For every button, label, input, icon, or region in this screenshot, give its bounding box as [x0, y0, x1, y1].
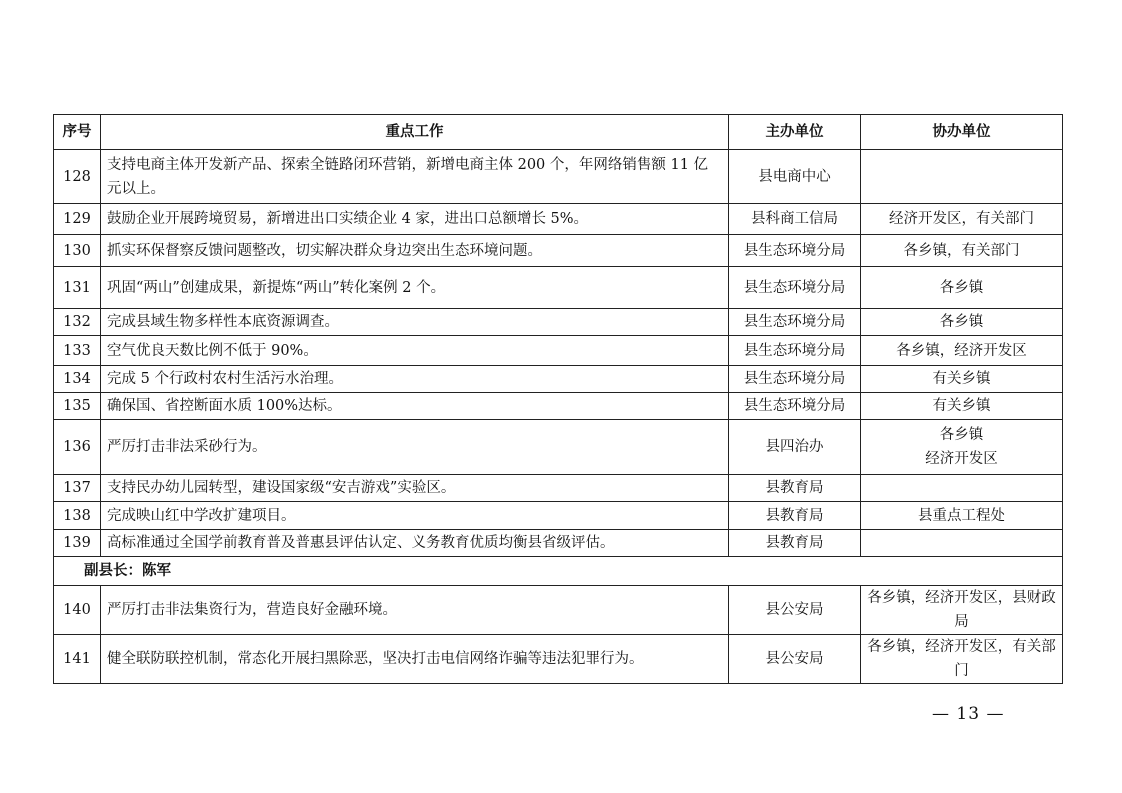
row-lead: 县生态环境分局 [729, 309, 861, 336]
row-task: 支持民办幼儿园转型，建设国家级“安吉游戏”实验区。 [101, 475, 729, 502]
row-assist: 各乡镇，经济开发区 [861, 336, 1063, 366]
table-row [54, 366, 1063, 393]
row-assist: 各乡镇 [861, 309, 1063, 336]
table-row [54, 309, 1063, 336]
table-row [54, 267, 1063, 309]
row-task: 支持电商主体开发新产品、探索全链路闭环营销，新增电商主体 200 个，年网络销售额 11 亿元以上。 [101, 150, 729, 204]
row-no: 135 [54, 393, 101, 420]
row-no: 141 [54, 635, 101, 684]
work-table [53, 114, 1063, 684]
row-no: 131 [54, 267, 101, 309]
row-task: 严厉打击非法集资行为，营造良好金融环境。 [101, 586, 729, 635]
page-number: — 13 — [932, 704, 1005, 724]
row-task: 鼓励企业开展跨境贸易，新增进出口实绩企业 4 家，进出口总额增长 5%。 [101, 204, 729, 235]
row-task: 确保国、省控断面水质 100%达标。 [101, 393, 729, 420]
row-lead: 县生态环境分局 [729, 235, 861, 267]
row-no: 140 [54, 586, 101, 635]
row-lead: 县生态环境分局 [729, 336, 861, 366]
row-assist [861, 420, 1063, 475]
row-task: 高标准通过全国学前教育普及普惠县评估认定、义务教育优质均衡县省级评估。 [101, 530, 729, 557]
row-lead: 县生态环境分局 [729, 366, 861, 393]
table-row [54, 502, 1063, 530]
row-task: 健全联防联控机制，常态化开展扫黑除恶，坚决打击电信网络诈骗等违法犯罪行为。 [101, 635, 729, 684]
table-row [54, 235, 1063, 267]
row-assist [861, 530, 1063, 557]
row-no: 130 [54, 235, 101, 267]
row-assist: 各乡镇，经济开发区，县财政局 [861, 586, 1063, 635]
table-row [54, 204, 1063, 235]
row-assist: 有关乡镇 [861, 366, 1063, 393]
section-title: 副县长：陈军 [54, 557, 1063, 586]
row-no: 134 [54, 366, 101, 393]
row-assist: 各乡镇，有关部门 [861, 235, 1063, 267]
row-assist: 有关乡镇 [861, 393, 1063, 420]
row-assist: 县重点工程处 [861, 502, 1063, 530]
table-row [54, 530, 1063, 557]
table-row [54, 150, 1063, 204]
row-lead: 县四治办 [729, 420, 861, 475]
table-row [54, 635, 1063, 684]
row-no: 137 [54, 475, 101, 502]
table-row [54, 393, 1063, 420]
row-assist: 经济开发区，有关部门 [861, 204, 1063, 235]
table-row [54, 586, 1063, 635]
row-task: 空气优良天数比例不低于 90%。 [101, 336, 729, 366]
header-task: 重点工作 [101, 115, 729, 150]
section-row [54, 557, 1063, 586]
row-lead: 县教育局 [729, 530, 861, 557]
row-lead: 县公安局 [729, 586, 861, 635]
row-lead: 县科商工信局 [729, 204, 861, 235]
row-no: 136 [54, 420, 101, 475]
row-lead: 县公安局 [729, 635, 861, 684]
row-no: 138 [54, 502, 101, 530]
row-lead: 县电商中心 [729, 150, 861, 204]
row-assist-line-1: 各乡镇 [939, 427, 984, 443]
row-task: 完成县域生物多样性本底资源调查。 [101, 309, 729, 336]
row-no: 139 [54, 530, 101, 557]
row-assist [861, 475, 1063, 502]
row-assist: 各乡镇，经济开发区，有关部门 [861, 635, 1063, 684]
row-assist [861, 150, 1063, 204]
row-task: 抓实环保督察反馈问题整改，切实解决群众身边突出生态环境问题。 [101, 235, 729, 267]
header-assist: 协办单位 [861, 115, 1063, 150]
row-assist: 各乡镇 [861, 267, 1063, 309]
row-task: 完成映山红中学改扩建项目。 [101, 502, 729, 530]
table-row [54, 336, 1063, 366]
row-no: 132 [54, 309, 101, 336]
table-row [54, 420, 1063, 475]
row-no: 128 [54, 150, 101, 204]
row-task: 巩固“两山”创建成果，新提炼“两山”转化案例 2 个。 [101, 267, 729, 309]
row-no: 129 [54, 204, 101, 235]
row-lead: 县生态环境分局 [729, 267, 861, 309]
row-lead: 县教育局 [729, 475, 861, 502]
table-row [54, 475, 1063, 502]
row-task: 严厉打击非法采砂行为。 [101, 420, 729, 475]
row-assist-line-2: 经济开发区 [925, 451, 998, 467]
row-lead: 县教育局 [729, 502, 861, 530]
header-lead: 主办单位 [729, 115, 861, 150]
table-header-row [54, 115, 1063, 150]
header-no: 序号 [54, 115, 101, 150]
row-task: 完成 5 个行政村农村生活污水治理。 [101, 366, 729, 393]
row-no: 133 [54, 336, 101, 366]
row-lead: 县生态环境分局 [729, 393, 861, 420]
